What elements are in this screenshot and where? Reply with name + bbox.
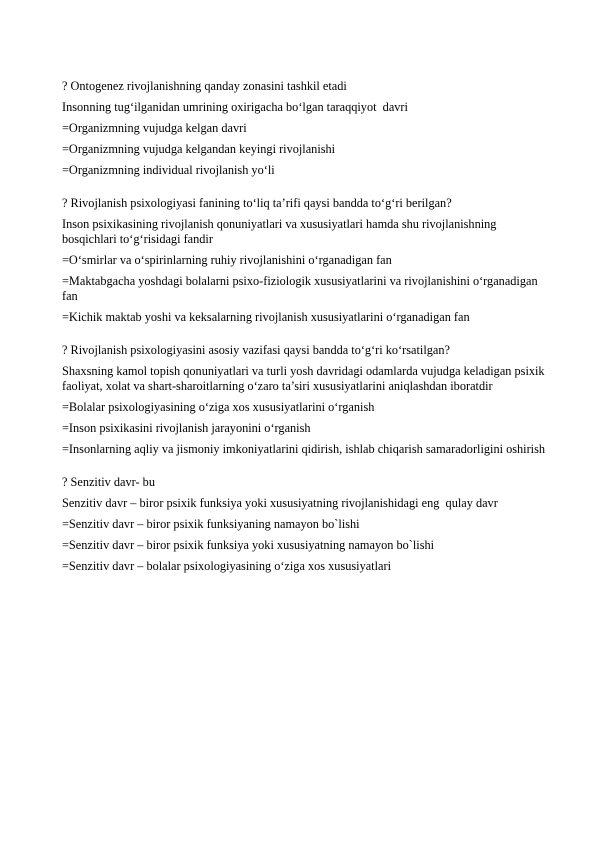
question-text: ? Rivojlanish psixologiyasi fanining to‘liq ta’rifi qaysi bandda to‘g‘ri berilgan? — [62, 196, 452, 210]
answer-option: =O‘smirlar va o‘spirinlarning ruhiy rivojlanishini o‘rganadigan fan — [62, 253, 392, 267]
answer-option: =Senzitiv davr – biror psixik funksiya yoki xususiyatning namayon bo`lishi — [62, 538, 435, 552]
answer-option: =Inson psixikasini rivojlanish jarayonini o‘rganish — [62, 421, 311, 435]
question-block-2 — [62, 196, 552, 325]
question-block-3 — [62, 343, 552, 457]
answer-option: =Organizmning vujudga kelgandan keyingi rivojlanishi — [62, 142, 336, 156]
document-page — [62, 79, 552, 592]
question-block-4 — [62, 475, 552, 574]
answer-option: =Organizmning individual rivojlanish yo‘li — [62, 163, 275, 177]
answer-option: =Kichik maktab yoshi va keksalarning rivojlanish xususiyatlarini o‘rganadigan fan — [62, 310, 470, 324]
question-text: ? Rivojlanish psixologiyasini asosiy vazifasi qaysi bandda to‘g‘ri ko‘rsatilgan? — [62, 343, 450, 357]
correct-answer: Senzitiv davr – biror psixik funksiya yoki xususiyatning rivojlanishidagi eng qulay davr — [62, 496, 498, 510]
answer-option: =Bolalar psixologiyasining o‘ziga xos xususiyatlarini o‘rganish — [62, 400, 375, 414]
correct-answer: Insonning tug‘ilganidan umrining oxirigacha bo‘lgan taraqqiyot davri — [62, 100, 408, 114]
correct-answer: Shaxsning kamol topish qonuniyatlari va turli yosh davridagi odamlarda vujudga keladigan psixik faoliyat, xolat va shart-sharoitlarning o‘zaro ta’siri xususiyatlarini aniqlashdan iboratdir — [62, 364, 554, 393]
question-block-1 — [62, 79, 552, 178]
answer-option: =Senzitiv davr – bolalar psixologiyasining o‘ziga xos xususiyatlari — [62, 559, 391, 573]
question-text: ? Senzitiv davr- bu — [62, 475, 155, 489]
answer-option: =Organizmning vujudga kelgan davri — [62, 121, 247, 135]
answer-option: =Senzitiv davr – biror psixik funksiyaning namayon bo`lishi — [62, 517, 360, 531]
question-text: ? Ontogenez rivojlanishning qanday zonasini tashkil etadi — [62, 79, 347, 93]
answer-option: =Maktabgacha yoshdagi bolalarni psixo-fiziologik xususiyatlarini va rivojlanishini o‘rganadigan fan — [62, 274, 541, 303]
answer-option: =Insonlarning aqliy va jismoniy imkoniyatlarini qidirish, ishlab chiqarish samaradorligini oshirish — [62, 442, 546, 456]
correct-answer: Inson psixikasining rivojlanish qonuniyatlari va xususiyatlari hamda shu rivojlanishning bosqichlari to‘g‘risidagi fandir — [62, 217, 506, 246]
